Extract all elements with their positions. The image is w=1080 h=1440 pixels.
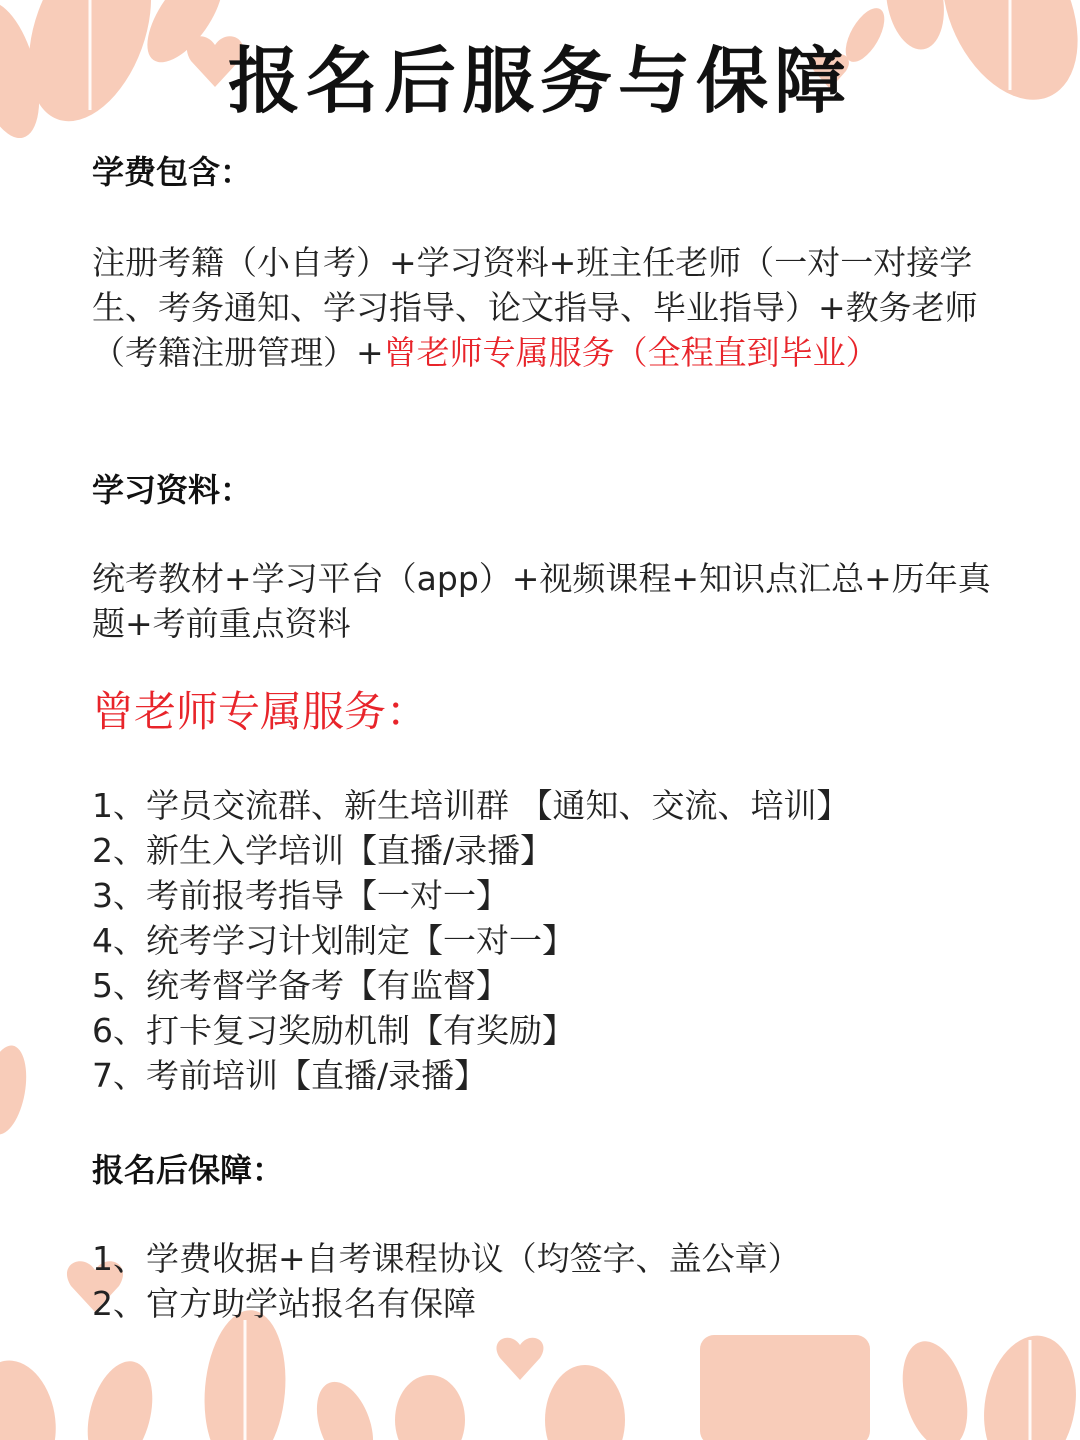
list-item: 6、打卡复习奖励机制【有奖励】 [92, 1011, 575, 1050]
list-item: 1、学员交流群、新生培训群 【通知、交流、培训】 [92, 786, 850, 825]
fee-section-heading: 学费包含： [92, 153, 253, 191]
list-item: 1、学费收据+自考课程协议（均签字、盖公章） [92, 1239, 801, 1278]
exclusive-service-heading: 曾老师专属服务： [92, 687, 429, 736]
page-title: 报名后服务与保障 [227, 38, 852, 123]
list-item: 2、新生入学培训【直播/录播】 [92, 831, 554, 870]
guarantee-list [92, 1236, 992, 1326]
list-item: 7、考前培训【直播/录播】 [92, 1056, 488, 1095]
fee-text-highlight: 曾老师专属服务（全程直到毕业） [383, 333, 879, 372]
guarantee-section-heading: 报名后保障： [92, 1151, 285, 1189]
list-item: 3、考前报考指导【一对一】 [92, 876, 509, 915]
list-item: 4、统考学习计划制定【一对一】 [92, 921, 575, 960]
exclusive-service-list [92, 783, 992, 1098]
fee-text-normal: 注册考籍（小自考）+学习资料+班主任老师（一对一对接学生、考务通知、学习指导、论文指导、毕业指导）+教务老师（考籍注册管理）+ [92, 243, 978, 372]
list-item: 2、官方助学站报名有保障 [92, 1284, 476, 1323]
fee-section-text [92, 240, 992, 375]
materials-section-heading: 学习资料： [92, 471, 253, 509]
list-item: 5、统考督学备考【有监督】 [92, 966, 509, 1005]
materials-section-text: 统考教材+学习平台（app）+视频课程+知识点汇总+历年真题+考前重点资料 [92, 559, 991, 643]
